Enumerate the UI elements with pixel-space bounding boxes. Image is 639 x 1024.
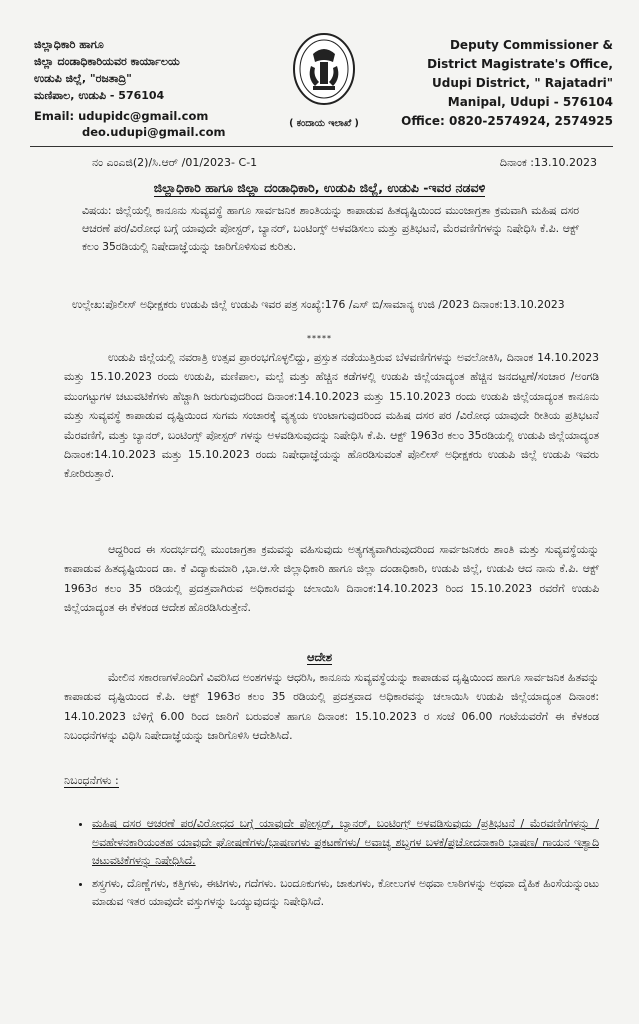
document-date: ದಿನಾಂಕ :13.10.2023 (499, 156, 597, 169)
order-title-text: ಆದೇಶ (306, 650, 333, 664)
subject: ವಿಷಯ: ಜಿಲ್ಲೆಯಲ್ಲಿ ಕಾನೂನು ಸುವ್ಯವಸ್ಥೆ ಹಾಗೂ ಸಾರ್ವಜನಿಕ ಶಾಂತಿಯನ್ನು ಕಾಪಾಡುವ ಹಿತದೃಷ್ಟಿಯಿಂದ ಮುಂಜಾಗ್ರತಾ ಕ್ರಮವಾಗಿ ಮಹಿಷ ದಸರ ಆಚರಣೆ ಪರ/ವಿರೋಧ ಬಗ್ಗೆ ಯಾವುದೇ ಪೋಸ್ಟರ್, ಬ್ಯಾನರ್, ಬಂಟಿಂಗ್ಸ್ ಅಳವಡಿಸಲು ಮತ್ತು ಪ್ರತಿಭಟನೆ, ಮೆರವಣಿಗೆಗಳನ್ನು ನಿಷೇಧಿಸಿ ಕೆ.ಪಿ. ಆಕ್ಟ್ ಕಲಂ 35ರಡಿಯಲ್ಲಿ ನಿಷೇದಾಜ್ಞೆಯನ್ನು ಜಾರಿಗೊಳಿಸುವ ಕುರಿತು. (82, 204, 579, 253)
condition-item: • ಮಹಿಷ ದಸರ ಆಚರಣೆ ಪರ/ವಿರೋಧದ ಬಗ್ಗೆ ಯಾವುದೇ ಪೋಸ್ಟರ್, ಬ್ಯಾನರ್, ಬಂಟಿಂಗ್ಸ್ ಅಳವಡಿಸುವುದು /ಪ್ರತಿಭಟನೆ / ಮೆರವಣಿಗೆಗಳನ್ನು /ಅವಹೇಳನಕಾರಿಯಂತಹ ಯಾವುದೇ ಘೋಷಣೆಗಳು/ಭಾಷಣಗಳು ಪ್ರಕಟಣೆಗಳು/ ಅವಾಚ್ಯ ಶಬ್ದಗಳ ಬಳಕೆ/ಪ್ರಚೋದನಾಕಾರಿ ಭಾಷಣ/ ಗಾಯನ ಇತ್ಯಾದಿ ಚಟುವಟಿಕೆಗಳನ್ನು ನಿಷೇಧಿಸಿದೆ. (92, 815, 599, 871)
emblem-caption: ( ಕಂದಾಯ ಇಲಾಖೆ ) (289, 118, 359, 129)
order-title (0, 650, 639, 665)
government-emblem (278, 32, 370, 129)
reference-row (92, 156, 597, 170)
letterhead-right-line: Udupi District, " Rajatadri" (431, 76, 613, 90)
letterhead-left-line: ಉಡುಪಿ ಜಿಲ್ಲೆ, "ರಜತಾದ್ರಿ" (34, 72, 132, 85)
letterhead-right-line: Manipal, Udupi - 576104 (447, 95, 613, 109)
paragraph-1: ಉಡುಪಿ ಜಿಲ್ಲೆಯಲ್ಲಿ ನವರಾತ್ರಿ ಉತ್ಸವ ಪ್ರಾರಂಭಗೊಳ್ಳಲಿದ್ದು, ಪ್ರಸ್ತುತ ನಡೆಯುತ್ತಿರುವ ಬೆಳವಣಿಗೆಗಳನ್ನು ಅವಲೋಕಿಸಿ, ದಿನಾಂಕ 14.10.2023 ಮತ್ತು 15.10.2023 ರಂದು ಉಡುಪಿ, ಮಣಿಪಾಲ, ಮಲ್ಪೆ ಮತ್ತು ಹೆಚ್ಚಿನ ಕಡೆಗಳಲ್ಲಿ ಉಡುಪಿ ಜಿಲ್ಲೆಯಾದ್ಯಂತ ಹೆಚ್ಚಿನ ಜನದಟ್ಟಣೆ/ಸಂಚಾರ /ಅಂಗಡಿ ಮುಂಗಟ್ಟುಗಳ ಚಟುವಟಿಕೆಗಳು ಹೆಚ್ಚಾಗಿ ಜರುಗುವುದರಿಂದ ದಿನಾಂಕ:14.10.2023 ಮತ್ತು 15.10.2023 ರಂದು ಉಡುಪಿ ಜಿಲ್ಲೆಯಾದ್ಯಂತ ಕಾನೂನು ಮತ್ತು ಸುವ್ಯವಸ್ಥೆ ಕಾಪಾಡುವ ದೃಷ್ಟಿಯಿಂದ ಸುಗಮ ಸಂಚಾರಕ್ಕೆ ವ್ಯತ್ಯಯ ಉಂಟಾಗುವುದರಿಂದ ಮಹಿಷ ದಸರ ಪರ /ವಿರೋಧ ಯಾವುದೇ ರೀತಿಯ ಪ್ರತಿಭಟನೆ ಮೆರವಣಿಗೆ, ಮತ್ತು ಬ್ಯಾನರ್, ಬಂಟಿಂಗ್ಸ್ ಪೋಸ್ಟರ್ ಗಳನ್ನು ಅಳವಡಿಸುವುದನ್ನು ನಿಷೇಧಿಸಿ ಕೆ.ಪಿ. ಆಕ್ಟ್ 1963ರ ಕಲಂ 35ರಡಿಯಲ್ಲಿ ಉಡುಪಿ ಜಿಲ್ಲೆಯಾದ್ಯಂತ ದಿನಾಂಕ:14.10.2023 ಮತ್ತು 15.10.2023 ರಂದು ನಿಷೇಧಾಜ್ಞೆಯನ್ನು ಹೊರಡಿಸುವಂತೆ ಪೊಲೀಸ್ ಅಧೀಕ್ಷಕರು ಉಡುಪಿ ಜಿಲ್ಲೆ ಉಡುಪಿ ಇವರು ಕೋರಿರುತ್ತಾರೆ. (64, 351, 599, 481)
separator-stars: ***** (307, 334, 332, 343)
email-line-1: Email: udupidc@gmail.com (34, 109, 209, 123)
conditions-list (80, 815, 599, 916)
reference-number: ನಂ ಎಂಎಜಿ(2)/ಸಿ.ಆರ್ /01/2023- C-1 (92, 156, 258, 169)
proceedings-heading-text: ಜಿಲ್ಲಾಧಿಕಾರಿ ಹಾಗೂ ಜಿಲ್ಲಾ ದಂಡಾಧಿಕಾರಿ, ಉಡುಪಿ ಜಿಲ್ಲೆ, ಉಡುಪಿ -ಇವರ ನಡವಳಿ (153, 180, 486, 195)
paragraph-3: ಮೇಲಿನ ಸಕಾರಣಗಳೊಂದಿಗೆ ವಿವರಿಸಿದ ಅಂಶಗಳನ್ನು ಆಧರಿಸಿ, ಕಾನೂನು ಸುವ್ಯವಸ್ಥೆಯನ್ನು ಕಾಪಾಡುವ ದೃಷ್ಟಿಯಿಂದ ಹಾಗೂ ಸಾರ್ವಜನಿಕ ಹಿತವನ್ನು ಕಾಪಾಡುವ ದೃಷ್ಟಿಯಿಂದ ಕೆ.ಪಿ. ಆಕ್ಟ್ 1963ರ ಕಲಂ 35 ರಡಿಯಲ್ಲಿ ಪ್ರದತ್ತವಾದ ಅಧಿಕಾರವನ್ನು ಚಲಾಯಿಸಿ ಉಡುಪಿ ಜಿಲ್ಲೆಯಾದ್ಯಂತ ದಿನಾಂಕ: 14.10.2023 ಬೆಳಿಗ್ಗೆ 6.00 ರಿಂದ ಜಾರಿಗೆ ಬರುವಂತೆ ಹಾಗೂ ದಿನಾಂಕ: 15.10.2023 ರ ಸಂಜೆ 06.00 ಗಂಟೆಯವರೆಗೆ ಈ ಕೆಳಕಂಡ ನಿಬಂಧನೆಗಳನ್ನು ವಿಧಿಸಿ ನಿಷೇದಾಜ್ಞೆಯನ್ನು ಜಾರಿಗೊಳಿಸಿ ಆದೇಶಿಸಿದೆ. (64, 671, 599, 743)
letterhead-left-line: ಮಣಿಪಾಲ, ಉಡುಪಿ - 576104 (34, 89, 165, 102)
email-line-2: deo.udupi@gmail.com (82, 125, 226, 139)
office-phone: Office: 0820-2574924, 2574925 (401, 114, 613, 128)
conditions-title-text: ನಿಬಂಧನೆಗಳು : (64, 774, 119, 787)
proceedings-heading (0, 180, 639, 196)
letterhead-right-english (373, 36, 613, 131)
header-divider (30, 146, 613, 147)
conditions-title (64, 774, 119, 788)
paragraph-2: ಆದ್ದರಿಂದ ಈ ಸಂದರ್ಭದಲ್ಲಿ ಮುಂಜಾಗ್ರತಾ ಕ್ರಮವನ್ನು ವಹಿಸುವುದು ಅತ್ಯಗತ್ಯವಾಗಿರುವುದರಿಂದ ಸಾರ್ವಜನಿಕರು ಶಾಂತಿ ಮತ್ತು ಸುವ್ಯವಸ್ಥೆಯನ್ನು ಕಾಪಾಡುವ ಹಿತದೃಷ್ಟಿಯಿಂದ ಡಾ. ಕೆ ವಿದ್ಯಾಕುಮಾರಿ ,ಭಾ.ಆ.ಸೇ ಜಿಲ್ಲಾಧಿಕಾರಿ ಹಾಗೂ ಜಿಲ್ಲಾ ದಂಡಾಧಿಕಾರಿ, ಉಡುಪಿ ಜಿಲ್ಲೆ, ಉಡುಪಿ ಆದ ನಾನು ಕೆ.ಪಿ. ಆಕ್ಟ್ 1963ರ ಕಲಂ 35 ರಡಿಯಲ್ಲಿ ಪ್ರದತ್ತವಾಗಿರುವ ಅಧಿಕಾರವನ್ನು ಚಲಾಯಿಸಿ ದಿನಾಂಕ:14.10.2023 ರಿಂದ 15.10.2023 ರವರೆಗೆ ಉಡುಪಿ ಜಿಲ್ಲೆಯಾದ್ಯಂತ ಈ ಕೆಳಕಂಡ ಆದೇಶ ಹೊರಡಿಸಿರುತ್ತೇನೆ. (64, 543, 599, 615)
letterhead-right-line: District Magistrate's Office, (427, 57, 613, 71)
letterhead-left-kannada (34, 36, 264, 140)
karnataka-emblem-icon (293, 32, 355, 106)
condition-item: • ಶಸ್ತ್ರಗಳು, ದೊಣ್ಣೆಗಳು, ಕತ್ತಿಗಳು, ಈಟಿಗಳು, ಗದೆಗಳು. ಬಂದೂಕುಗಳು, ಚಾಕುಗಳು, ಕೋಲುಗಳ ಅಥವಾ ಲಾಠಿಗಳನ್ನು ಅಥವಾ ದೈಹಿಕ ಹಿಂಸೆಯನ್ನುಂಟು ಮಾಡುವ ಇತರ ಯಾವುದೇ ವಸ್ತುಗಳನ್ನು ಒಯ್ಯುವುದನ್ನು ನಿಷೇಧಿಸಿದೆ. (92, 875, 599, 912)
reference: ಉಲ್ಲೇಖ:ಪೊಲೀಸ್ ಅಧೀಕ್ಷಕರು ಉಡುಪಿ ಜಿಲ್ಲೆ ಉಡುಪಿ ಇವರ ಪತ್ರ ಸಂಖ್ಯೆ:176 /ಎಸ್ ಬಿ/ಸಾಮಾನ್ಯ ಉಜಿ /2023 ದಿನಾಂಕ:13.10.2023 (72, 298, 565, 311)
letterhead-right-line: Deputy Commissioner & (449, 38, 613, 52)
letterhead-left-line: ಜಿಲ್ಲಾ ದಂಡಾಧಿಕಾರಿಯವರ ಕಾರ್ಯಾಲಯ (34, 55, 180, 68)
letterhead-left-line: ಜಿಲ್ಲಾಧಿಕಾರಿ ಹಾಗೂ (34, 38, 104, 51)
